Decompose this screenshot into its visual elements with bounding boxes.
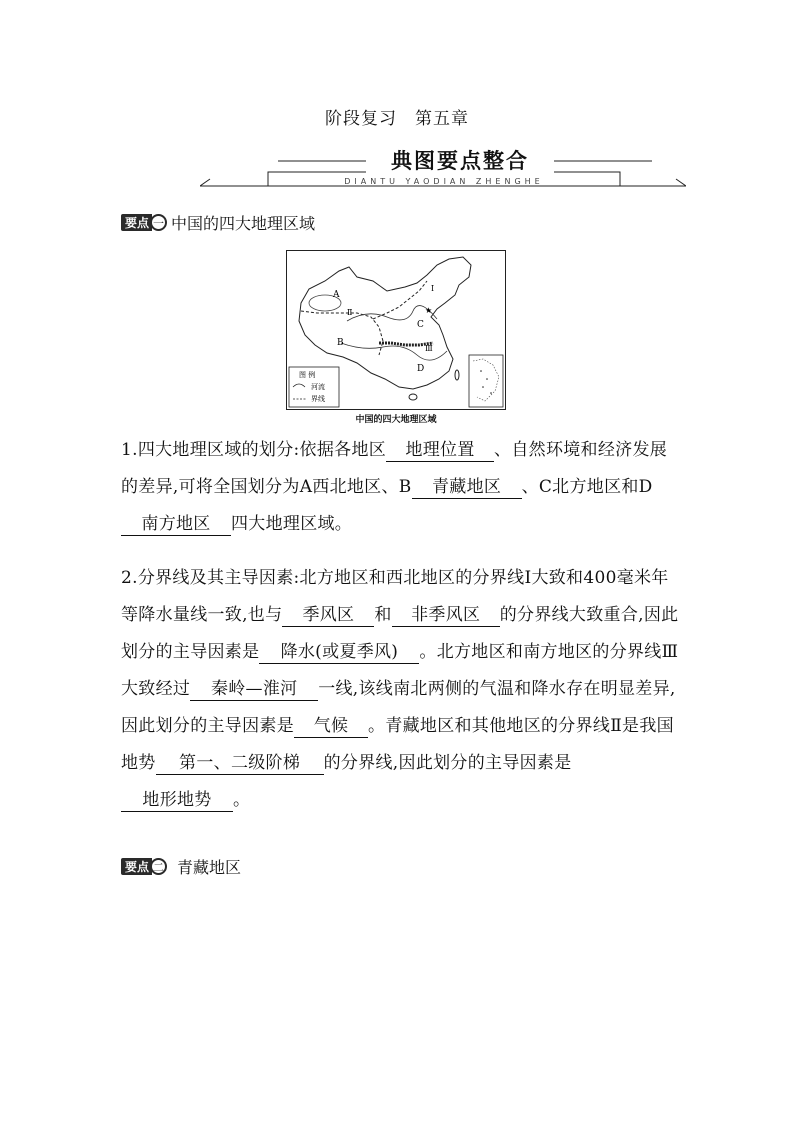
line-label-2: Ⅱ [347, 308, 353, 317]
taiwan-island [455, 370, 459, 380]
legend-river-label: 河流 [311, 383, 325, 391]
answer-blank: 南方地区 [121, 513, 231, 536]
legend-title: 图 例 [299, 371, 316, 379]
capital-star-icon: ★ [425, 306, 433, 315]
key-point-tag: 要点 [121, 214, 152, 231]
answer-blank: 地形地势 [121, 789, 233, 812]
map-drawing [287, 251, 505, 409]
section-banner [200, 148, 686, 190]
key-point-tag: 要点 [121, 858, 152, 875]
text-run: 的分界线大致重合,因此划分的主导因素是 [121, 605, 679, 662]
section-title: 中国的四大地理区域 [171, 214, 316, 233]
page-title: 阶段复习 第五章 [325, 109, 469, 129]
answer-blank: 地理位置 [386, 439, 494, 462]
paragraph-2 [121, 560, 681, 819]
answer-blank: 青藏地区 [412, 476, 522, 499]
hainan-island [409, 394, 417, 400]
section-heading-1 [121, 211, 315, 234]
text-run: 的分界线,因此划分的主导因素是 [323, 753, 572, 773]
text-run: 。青藏地区和其他地区的分界线Ⅱ是我国地势 [121, 716, 674, 773]
key-point-number: 一 [150, 214, 167, 231]
line-label-1: Ⅰ [431, 284, 435, 293]
answer-blank: 秦岭—淮河 [190, 678, 318, 701]
text-run: 1.四大地理区域的划分:依据各地区 [121, 440, 387, 460]
text-run: 一线,该线南北两侧的气温和降水存在明显差异,因此划分的主导因素是 [121, 679, 676, 736]
region-label-a: A [333, 290, 340, 300]
answer-blank: 非季风区 [392, 604, 500, 627]
section-title: 青藏地区 [177, 858, 242, 877]
text-run: 四大地理区域。 [231, 514, 353, 534]
answer-blank: 降水(或夏季风) [259, 641, 419, 664]
text-run: 。北方地区和南方地区的分界线Ⅲ大致经过 [121, 642, 679, 699]
text-run: 、C北方地区和D [521, 477, 653, 497]
legend-boundary-label: 界线 [311, 395, 325, 403]
paragraph-1 [121, 432, 681, 543]
china-regions-map [286, 250, 506, 410]
text-run: 、自然环境和经济发展的差异,可将全国划分为A西北地区、B [121, 440, 668, 497]
answer-blank: 气候 [294, 715, 368, 738]
map-caption: 中国的四大地理区域 [355, 415, 437, 425]
section-heading-2 [121, 855, 241, 878]
text-run: 2.分界线及其主导因素:北方地区和西北地区的分界线Ⅰ大致和400毫米年等降水量线一致,也与 [121, 568, 669, 625]
text-run: 和 [374, 605, 392, 625]
region-label-b: B [337, 338, 344, 348]
line-label-3: Ⅲ [425, 344, 433, 353]
answer-blank: 季风区 [282, 604, 374, 627]
answer-blank: 第一、二级阶梯 [156, 752, 324, 775]
river-yellow [347, 306, 437, 321]
text-run: 。 [233, 790, 251, 810]
region-label-d: D [417, 364, 425, 374]
region-label-c: C [417, 320, 424, 330]
key-point-number: 二 [150, 858, 167, 875]
banner-title: 典图要点整合 [366, 148, 554, 174]
banner-subtitle: DIANTU YAODIAN ZHENGHE [344, 177, 544, 186]
